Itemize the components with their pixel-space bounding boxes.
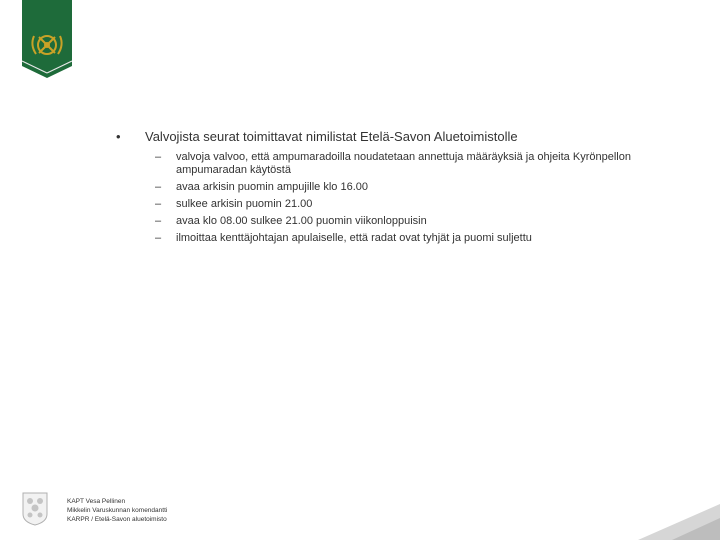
list-item: [155, 215, 685, 228]
footer-author: [67, 497, 167, 524]
list-item: [155, 181, 685, 194]
dash-bullet: –: [155, 151, 162, 163]
sub-point-text: valvoja valvoo, että ampumaradoilla noudatetaan annettuja määräyksiä ja ohjeita Kyrönpellon ampumaradan käytöstä: [176, 151, 631, 176]
sub-point-text: avaa klo 08.00 sulkee 21.00 puomin viikonloppuisin: [176, 214, 427, 227]
sub-point-text: avaa arkisin puomin ampujille klo 16.00: [176, 180, 368, 193]
sub-point-text: ilmoittaa kenttäjohtajan apulaiselle, että radat ovat tyhjät ja puomi suljettu: [176, 231, 532, 244]
corner-decoration: [580, 480, 720, 540]
list-item: [155, 198, 685, 211]
dash-bullet: –: [155, 214, 162, 227]
dash-bullet: –: [155, 197, 162, 210]
regional-office-logo-icon: [22, 492, 48, 526]
dash-bullet: –: [155, 180, 162, 193]
sub-point-list: [155, 151, 685, 249]
list-item: [155, 232, 685, 245]
dash-bullet: –: [155, 231, 162, 244]
sub-point-text: sulkee arkisin puomin 21.00: [176, 197, 313, 210]
footer-line-name: KAPT Vesa Pellinen: [67, 498, 126, 505]
footer-line-title: Mikkelin Varuskunnan komendantti: [67, 507, 168, 514]
footer-line-office: KARPR / Etelä-Savon aluetoimisto: [67, 516, 167, 523]
list-item: [155, 151, 685, 176]
main-point-text: Valvojista seurat toimittavat nimilistat Etelä-Savon Aluetoimistolle: [145, 129, 518, 144]
army-emblem-banner-icon: [22, 0, 72, 78]
main-bullet: •: [116, 129, 121, 144]
